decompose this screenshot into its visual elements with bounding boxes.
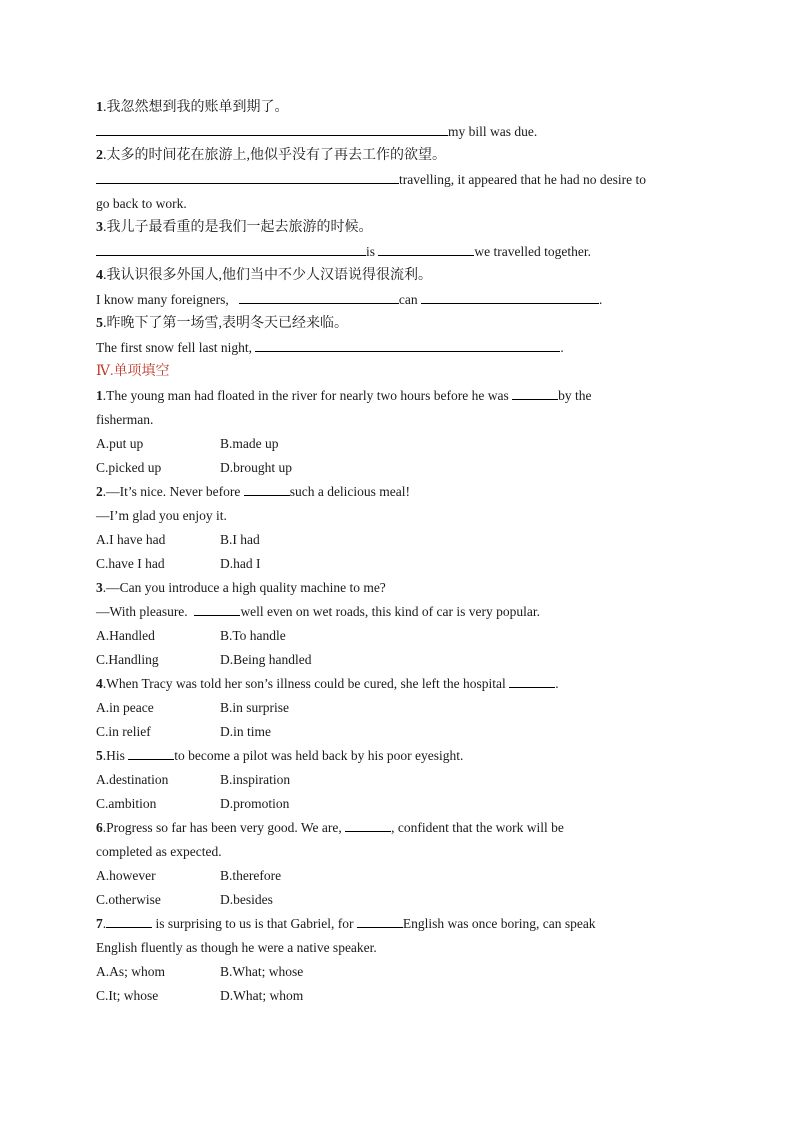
option-b[interactable]: B.therefore — [220, 868, 282, 883]
option-a[interactable]: A.As; whom — [96, 964, 166, 979]
translation-2-answer: travelling, it appeared that he had no desire to — [96, 168, 696, 192]
option-c[interactable]: C.have I had — [96, 556, 165, 571]
option-c[interactable]: C.ambition — [96, 796, 157, 811]
answer-blank[interactable] — [96, 240, 366, 256]
answer-blank[interactable] — [128, 744, 174, 760]
option-a[interactable]: A.Handled — [96, 628, 155, 643]
question-3-cont: —With pleasure. well even on wet roads, this kind of car is very popular. — [96, 600, 696, 624]
option-b[interactable]: B.I had — [220, 532, 260, 547]
option-a[interactable]: A.put up — [96, 436, 144, 451]
translation-1-prompt: 1.我忽然想到我的账单到期了。 — [96, 100, 289, 115]
question-2-options-2 — [96, 552, 696, 576]
option-d[interactable]: D.in time — [220, 724, 271, 739]
question-2-cont: —I’m glad you enjoy it. — [96, 508, 227, 523]
question-6-options-2 — [96, 888, 696, 912]
answer-blank[interactable] — [96, 120, 448, 136]
translation-1-answer: my bill was due. — [96, 120, 696, 144]
answer-blank[interactable] — [244, 480, 290, 496]
answer-blank[interactable] — [509, 672, 555, 688]
option-c[interactable]: C.It; whose — [96, 988, 159, 1003]
option-c[interactable]: C.Handling — [96, 652, 159, 667]
translation-4-answer: I know many foreigners, can . — [96, 288, 696, 312]
answer-blank[interactable] — [357, 912, 403, 928]
option-c[interactable]: C.otherwise — [96, 892, 161, 907]
question-4: 4.When Tracy was told her son’s illness could be cured, she left the hospital . — [96, 672, 696, 696]
answer-blank[interactable] — [378, 240, 474, 256]
option-a[interactable]: A.I have had — [96, 532, 166, 547]
question-1-options — [96, 432, 696, 456]
question-4-options-2 — [96, 720, 696, 744]
translation-4-prompt: 4.我认识很多外国人,他们当中不少人汉语说得很流利。 — [96, 268, 432, 283]
answer-blank[interactable] — [512, 384, 558, 400]
option-b[interactable]: B.made up — [220, 436, 279, 451]
section-heading: Ⅳ.单项填空 — [96, 364, 170, 379]
answer-blank[interactable] — [239, 288, 399, 304]
worksheet — [96, 96, 696, 1008]
option-b[interactable]: B.To handle — [220, 628, 286, 643]
answer-blank[interactable] — [255, 336, 560, 352]
question-6-cont: completed as expected. — [96, 844, 222, 859]
option-d[interactable]: D.promotion — [220, 796, 290, 811]
option-a[interactable]: A.however — [96, 868, 156, 883]
option-d[interactable]: D.What; whom — [220, 988, 304, 1003]
question-7-options — [96, 960, 696, 984]
translation-5-prompt: 5.昨晚下了第一场雪,表明冬天已经来临。 — [96, 316, 348, 331]
translation-3-prompt: 3.我儿子最看重的是我们一起去旅游的时候。 — [96, 220, 373, 235]
answer-blank[interactable] — [421, 288, 599, 304]
option-d[interactable]: D.besides — [220, 892, 273, 907]
question-5-options — [96, 768, 696, 792]
option-c[interactable]: C.picked up — [96, 460, 162, 475]
question-1-options-2 — [96, 456, 696, 480]
answer-blank[interactable] — [345, 816, 391, 832]
question-1: 1.The young man had floated in the river for nearly two hours before he was by the — [96, 384, 696, 408]
answer-blank[interactable] — [106, 912, 152, 928]
answer-blank[interactable] — [96, 168, 399, 184]
question-7-options-2 — [96, 984, 696, 1008]
question-5-options-2 — [96, 792, 696, 816]
question-2-options — [96, 528, 696, 552]
option-b[interactable]: B.in surprise — [220, 700, 289, 715]
option-b[interactable]: B.What; whose — [220, 964, 304, 979]
translation-2-prompt: 2.太多的时间花在旅游上,他似乎没有了再去工作的欲望。 — [96, 148, 446, 163]
question-5: 5.His to become a pilot was held back by his poor eyesight. — [96, 744, 696, 768]
option-b[interactable]: B.inspiration — [220, 772, 291, 787]
question-2: 2.—It’s nice. Never before such a delicious meal! — [96, 480, 696, 504]
option-a[interactable]: A.in peace — [96, 700, 154, 715]
question-6: 6.Progress so far has been very good. We are, , confident that the work will be — [96, 816, 696, 840]
question-3: 3.—Can you introduce a high quality machine to me? — [96, 580, 386, 595]
option-a[interactable]: A.destination — [96, 772, 169, 787]
question-7: 7. is surprising to us is that Gabriel, for English was once boring, can speak — [96, 912, 696, 936]
option-d[interactable]: D.Being handled — [220, 652, 312, 667]
translation-5-answer: The first snow fell last night, . — [96, 336, 696, 360]
question-7-cont: English fluently as though he were a native speaker. — [96, 940, 377, 955]
option-d[interactable]: D.brought up — [220, 460, 292, 475]
question-4-options — [96, 696, 696, 720]
question-3-options-2 — [96, 648, 696, 672]
question-6-options — [96, 864, 696, 888]
answer-blank[interactable] — [194, 600, 240, 616]
option-c[interactable]: C.in relief — [96, 724, 151, 739]
translation-2-answer-cont: go back to work. — [96, 196, 187, 211]
question-1-cont: fisherman. — [96, 412, 154, 427]
question-3-options — [96, 624, 696, 648]
translation-3-answer: is we travelled together. — [96, 240, 696, 264]
option-d[interactable]: D.had I — [220, 556, 261, 571]
